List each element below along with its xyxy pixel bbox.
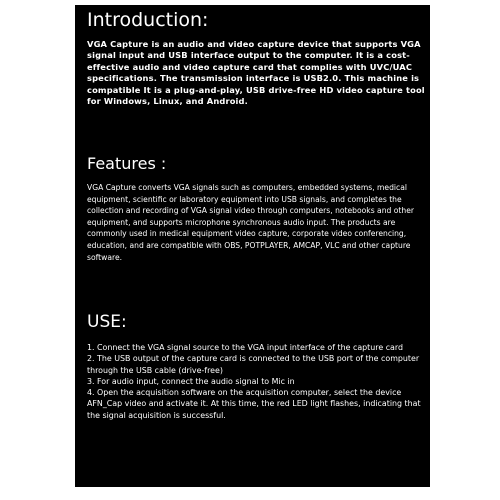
use-step: 2. The USB output of the capture card is connected to the USB port of the computer through the USB cable (drive-free)	[87, 354, 420, 375]
features-text: VGA Capture converts VGA signals such as computers, embedded systems, medical equipment, scientific or laboratory equipment into USB signals, and completes the collection and recording of VGA signal video through computers, notebooks and other equipment, and supports microphone synchronous audio input. The products are commonly used in medical equipment video capture, corporate video conferencing, education, and are compatible with OBS, POTPLAYER, AMCAP, VLC and other capture software.	[87, 183, 414, 262]
use-steps-list	[87, 342, 425, 421]
use-heading: USE:	[87, 312, 127, 332]
introduction-heading: Introduction:	[87, 9, 209, 31]
description-panel	[75, 5, 430, 487]
introduction-text: VGA Capture is an audio and video capture device that supports VGA signal input and USB interface output to the computer. It is a cost-effective audio and video capture card that complies with UVC/UAC specifications. The transmission interface is USB2.0. This machine is compatible It is a plug-and-play, USB drive-free HD video capture tool for Windows, Linux, and Android.	[87, 39, 425, 107]
use-step: 4. Open the acquisition software on the acquisition computer, select the device AFN_Cap video and activate it. At this time, the red LED light flashes, indicating that the signal acquisition is successful.	[87, 388, 421, 420]
features-heading: Features :	[87, 154, 167, 173]
use-step: 1. Connect the VGA signal source to the VGA input interface of the capture card	[87, 343, 403, 352]
use-step: 3. For audio input, connect the audio signal to Mic in	[87, 376, 295, 386]
